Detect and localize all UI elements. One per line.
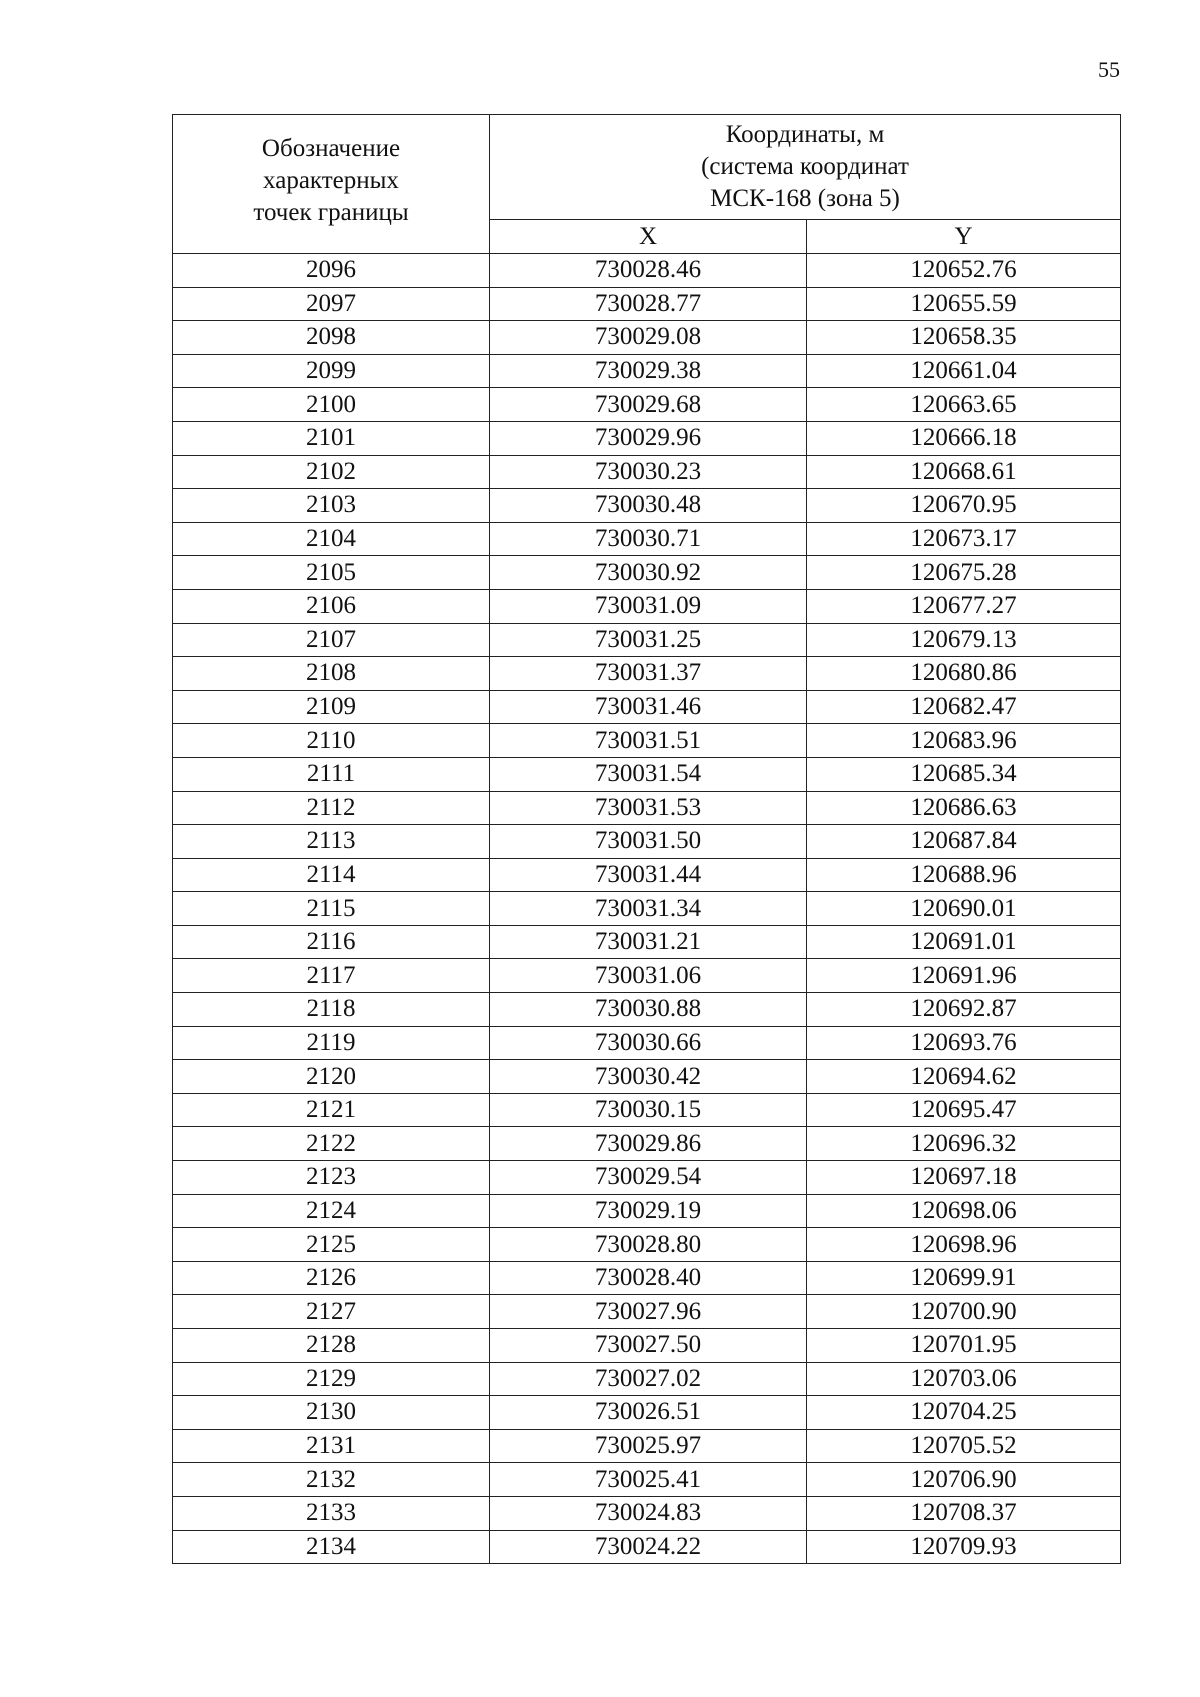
table-row [173, 522, 1121, 556]
y-column-header: Y [807, 219, 1121, 253]
point-cell: 2122 [173, 1127, 490, 1161]
y-coordinate-cell: 120670.95 [807, 489, 1121, 523]
y-coordinate-cell: 120694.62 [807, 1060, 1121, 1094]
point-cell: 2124 [173, 1194, 490, 1228]
y-coordinate-cell: 120680.86 [807, 657, 1121, 691]
table-row [173, 287, 1121, 321]
x-coordinate-cell: 730027.50 [490, 1329, 807, 1363]
point-cell: 2098 [173, 321, 490, 355]
x-coordinate-cell: 730031.44 [490, 858, 807, 892]
x-coordinate-cell: 730029.19 [490, 1194, 807, 1228]
table-row [173, 388, 1121, 422]
point-cell: 2099 [173, 354, 490, 388]
x-column-header: X [490, 219, 807, 253]
y-coordinate-cell: 120679.13 [807, 623, 1121, 657]
table-row [173, 1161, 1121, 1195]
y-coordinate-cell: 120663.65 [807, 388, 1121, 422]
point-cell: 2109 [173, 690, 490, 724]
y-coordinate-cell: 120686.63 [807, 791, 1121, 825]
table-row [173, 1194, 1121, 1228]
y-coordinate-cell: 120688.96 [807, 858, 1121, 892]
table-row [173, 1530, 1121, 1564]
x-coordinate-cell: 730031.51 [490, 724, 807, 758]
point-cell: 2115 [173, 892, 490, 926]
y-coordinate-cell: 120690.01 [807, 892, 1121, 926]
x-coordinate-cell: 730024.22 [490, 1530, 807, 1564]
table-row [173, 455, 1121, 489]
point-cell: 2104 [173, 522, 490, 556]
point-cell: 2113 [173, 825, 490, 859]
table-row [173, 254, 1121, 288]
point-cell: 2132 [173, 1463, 490, 1497]
point-cell: 2133 [173, 1496, 490, 1530]
coordinates-header-line: (система координат [701, 152, 909, 180]
table-row [173, 1060, 1121, 1094]
y-coordinate-cell: 120701.95 [807, 1329, 1121, 1363]
x-coordinate-cell: 730028.77 [490, 287, 807, 321]
coordinates-header [490, 115, 1121, 220]
y-coordinate-cell: 120652.76 [807, 254, 1121, 288]
table-row [173, 1093, 1121, 1127]
designation-header-line: характерных [263, 167, 399, 194]
table-row [173, 1295, 1121, 1329]
table-row [173, 1329, 1121, 1363]
point-cell: 2110 [173, 724, 490, 758]
y-coordinate-cell: 120708.37 [807, 1496, 1121, 1530]
y-coordinate-cell: 120687.84 [807, 825, 1121, 859]
x-coordinate-cell: 730030.71 [490, 522, 807, 556]
y-coordinate-cell: 120700.90 [807, 1295, 1121, 1329]
table-row [173, 1362, 1121, 1396]
x-coordinate-cell: 730027.02 [490, 1362, 807, 1396]
y-coordinate-cell: 120699.91 [807, 1261, 1121, 1295]
x-coordinate-cell: 730025.97 [490, 1429, 807, 1463]
header-row-top [173, 115, 1121, 220]
table-row [173, 1496, 1121, 1530]
point-cell: 2130 [173, 1396, 490, 1430]
table-row [173, 1261, 1121, 1295]
y-coordinate-cell: 120696.32 [807, 1127, 1121, 1161]
x-coordinate-cell: 730030.42 [490, 1060, 807, 1094]
y-coordinate-cell: 120666.18 [807, 421, 1121, 455]
x-coordinate-cell: 730031.53 [490, 791, 807, 825]
table-row [173, 791, 1121, 825]
point-cell: 2097 [173, 287, 490, 321]
point-cell: 2126 [173, 1261, 490, 1295]
point-cell: 2108 [173, 657, 490, 691]
designation-header [173, 115, 490, 254]
y-coordinate-cell: 120677.27 [807, 589, 1121, 623]
table-row [173, 556, 1121, 590]
table-row [173, 354, 1121, 388]
y-coordinate-cell: 120655.59 [807, 287, 1121, 321]
x-coordinate-cell: 730031.37 [490, 657, 807, 691]
point-cell: 2123 [173, 1161, 490, 1195]
table-row [173, 724, 1121, 758]
table-row [173, 858, 1121, 892]
x-coordinate-cell: 730031.54 [490, 757, 807, 791]
point-cell: 2112 [173, 791, 490, 825]
y-coordinate-cell: 120691.96 [807, 959, 1121, 993]
y-coordinate-cell: 120703.06 [807, 1362, 1121, 1396]
x-coordinate-cell: 730029.68 [490, 388, 807, 422]
table-row [173, 421, 1121, 455]
y-coordinate-cell: 120682.47 [807, 690, 1121, 724]
y-coordinate-cell: 120683.96 [807, 724, 1121, 758]
y-coordinate-cell: 120692.87 [807, 993, 1121, 1027]
point-cell: 2103 [173, 489, 490, 523]
y-coordinate-cell: 120706.90 [807, 1463, 1121, 1497]
y-coordinate-cell: 120705.52 [807, 1429, 1121, 1463]
table-row [173, 925, 1121, 959]
point-cell: 2118 [173, 993, 490, 1027]
table-row [173, 321, 1121, 355]
coordinates-table [172, 114, 1121, 1564]
x-coordinate-cell: 730031.34 [490, 892, 807, 926]
x-coordinate-cell: 730031.09 [490, 589, 807, 623]
point-cell: 2107 [173, 623, 490, 657]
x-coordinate-cell: 730031.50 [490, 825, 807, 859]
point-cell: 2121 [173, 1093, 490, 1127]
point-cell: 2116 [173, 925, 490, 959]
y-coordinate-cell: 120658.35 [807, 321, 1121, 355]
x-coordinate-cell: 730029.08 [490, 321, 807, 355]
table-row [173, 623, 1121, 657]
designation-header-line: точек границы [253, 199, 409, 226]
point-cell: 2134 [173, 1530, 490, 1564]
x-coordinate-cell: 730028.40 [490, 1261, 807, 1295]
table-row [173, 1396, 1121, 1430]
x-coordinate-cell: 730031.46 [490, 690, 807, 724]
table-row [173, 1026, 1121, 1060]
x-coordinate-cell: 730030.88 [490, 993, 807, 1027]
point-cell: 2129 [173, 1362, 490, 1396]
x-coordinate-cell: 730030.15 [490, 1093, 807, 1127]
x-coordinate-cell: 730030.23 [490, 455, 807, 489]
table-row [173, 1127, 1121, 1161]
table-body [173, 254, 1121, 1564]
point-cell: 2127 [173, 1295, 490, 1329]
y-coordinate-cell: 120697.18 [807, 1161, 1121, 1195]
x-coordinate-cell: 730031.21 [490, 925, 807, 959]
y-coordinate-cell: 120675.28 [807, 556, 1121, 590]
point-cell: 2119 [173, 1026, 490, 1060]
y-coordinate-cell: 120685.34 [807, 757, 1121, 791]
table-row [173, 993, 1121, 1027]
table-row [173, 757, 1121, 791]
point-cell: 2117 [173, 959, 490, 993]
x-coordinate-cell: 730028.46 [490, 254, 807, 288]
point-cell: 2100 [173, 388, 490, 422]
x-coordinate-cell: 730031.25 [490, 623, 807, 657]
designation-header-line: Обозначение [261, 135, 401, 162]
x-coordinate-cell: 730029.96 [490, 421, 807, 455]
table-row [173, 489, 1121, 523]
y-coordinate-cell: 120691.01 [807, 925, 1121, 959]
y-coordinate-cell: 120668.61 [807, 455, 1121, 489]
point-cell: 2105 [173, 556, 490, 590]
table-row [173, 892, 1121, 926]
x-coordinate-cell: 730030.66 [490, 1026, 807, 1060]
x-coordinate-cell: 730030.92 [490, 556, 807, 590]
point-cell: 2128 [173, 1329, 490, 1363]
y-coordinate-cell: 120661.04 [807, 354, 1121, 388]
page-number: 55 [1098, 57, 1120, 82]
x-coordinate-cell: 730025.41 [490, 1463, 807, 1497]
table-row [173, 1228, 1121, 1262]
y-coordinate-cell: 120695.47 [807, 1093, 1121, 1127]
point-cell: 2131 [173, 1429, 490, 1463]
y-coordinate-cell: 120704.25 [807, 1396, 1121, 1430]
table-header [173, 115, 1121, 254]
table-row [173, 589, 1121, 623]
x-coordinate-cell: 730029.86 [490, 1127, 807, 1161]
table-row [173, 1429, 1121, 1463]
y-coordinate-cell: 120698.06 [807, 1194, 1121, 1228]
coordinates-header-line: МСК-168 (зона 5) [710, 184, 900, 212]
y-coordinate-cell: 120693.76 [807, 1026, 1121, 1060]
point-cell: 2106 [173, 589, 490, 623]
x-coordinate-cell: 730026.51 [490, 1396, 807, 1430]
coordinates-header-line: Координаты, м [725, 120, 885, 148]
y-coordinate-cell: 120709.93 [807, 1530, 1121, 1564]
point-cell: 2120 [173, 1060, 490, 1094]
table-row [173, 657, 1121, 691]
table-row [173, 959, 1121, 993]
point-cell: 2114 [173, 858, 490, 892]
point-cell: 2101 [173, 421, 490, 455]
x-coordinate-cell: 730029.54 [490, 1161, 807, 1195]
x-coordinate-cell: 730031.06 [490, 959, 807, 993]
x-coordinate-cell: 730029.38 [490, 354, 807, 388]
point-cell: 2111 [173, 757, 490, 791]
x-coordinate-cell: 730028.80 [490, 1228, 807, 1262]
x-coordinate-cell: 730024.83 [490, 1496, 807, 1530]
point-cell: 2096 [173, 254, 490, 288]
x-coordinate-cell: 730027.96 [490, 1295, 807, 1329]
table-row [173, 1463, 1121, 1497]
x-coordinate-cell: 730030.48 [490, 489, 807, 523]
table-row [173, 825, 1121, 859]
y-coordinate-cell: 120673.17 [807, 522, 1121, 556]
table-row [173, 690, 1121, 724]
point-cell: 2125 [173, 1228, 490, 1262]
y-coordinate-cell: 120698.96 [807, 1228, 1121, 1262]
point-cell: 2102 [173, 455, 490, 489]
